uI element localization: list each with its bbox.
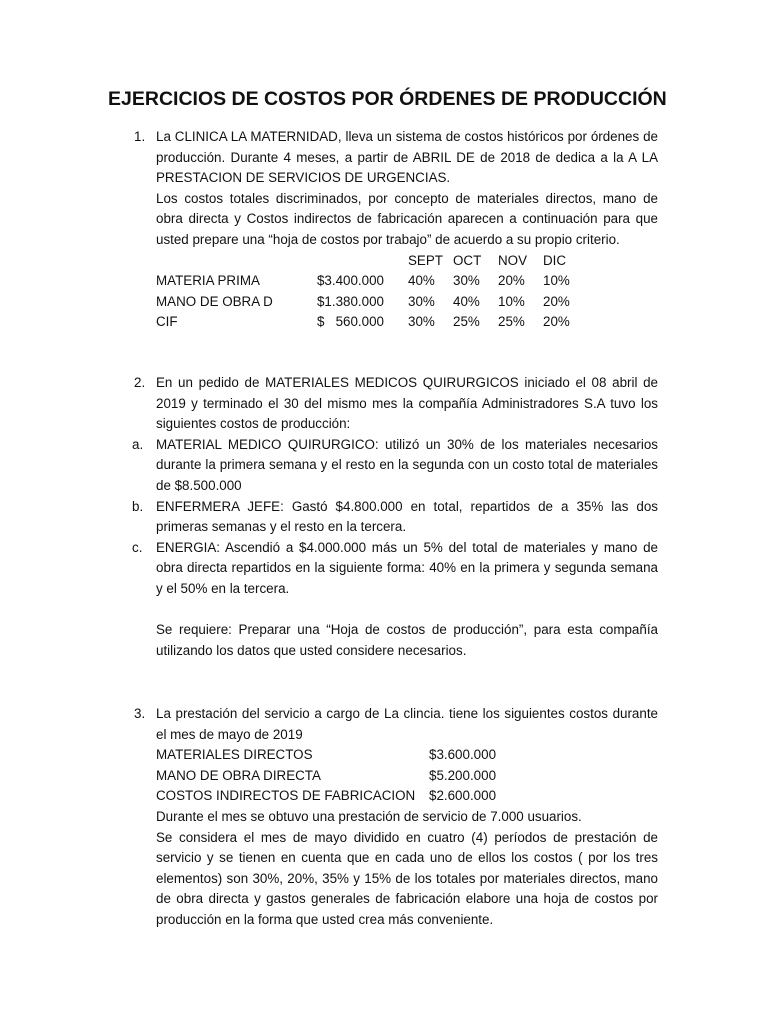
row-percent: 20% <box>543 293 570 309</box>
row-label: CIF <box>156 314 178 330</box>
row-label: MANO DE OBRA D <box>156 293 273 309</box>
row-percent: 30% <box>453 273 480 289</box>
exercise-number: 3. <box>134 706 146 721</box>
row-label: MANO DE OBRA DIRECTA <box>156 767 321 783</box>
month-header: DIC <box>543 252 567 268</box>
exercise-number: 2. <box>134 375 146 390</box>
month-header: SEPT <box>408 252 443 268</box>
exercise-1-cost-table <box>156 251 588 333</box>
row-percent: 30% <box>408 314 435 330</box>
item-letter: a. <box>132 436 144 452</box>
month-header: NOV <box>498 252 528 268</box>
item-text: MATERIAL MEDICO QUIRURGICO: utilizó un 30% de los materiales necesarios durante la primera semana y el resto en la segunda con un costo total de materiales de $8.500.000 <box>156 436 658 493</box>
exercise-2-intro: En un pedido de MATERIALES MEDICOS QUIRURGICOS iniciado el 08 abril de 2019 y terminado el 30 del mismo mes la compañía Administradores S.A tuvo los siguientes costos de producción: <box>156 375 658 432</box>
row-percent: 10% <box>543 273 570 289</box>
exercise-3-users-line: Durante el mes se obtuvo una prestación de servicio de 7.000 usuarios. <box>156 808 582 824</box>
row-percent: 20% <box>543 314 570 330</box>
row-amount: $2.600.000 <box>429 788 497 804</box>
row-amount: $3.400.000 <box>316 273 384 289</box>
row-label: MATERIA PRIMA <box>156 273 260 289</box>
exercise-3-intro: La prestación del servicio a cargo de La clincia. tiene los siguientes costos durante el mes de mayo de 2019 <box>156 706 658 742</box>
document-title: EJERCICIOS DE COSTOS POR ÓRDENES DE PRODUCCIÓN <box>108 88 667 110</box>
table-header-row <box>156 251 588 272</box>
row-amount: $1.380.000 <box>316 293 384 309</box>
exercise-1-paragraph: Los costos totales discriminados, por concepto de materiales directos, mano de obra directa y Costos indirectos de fabricación aparecen a continuación para que usted prepare una “hoja de costos por trabajo” de acuerdo a su propio criterio. <box>156 190 658 247</box>
item-letter: b. <box>132 498 144 514</box>
exercise-2-item-a <box>132 435 658 497</box>
row-amount: $3.600.000 <box>429 747 497 763</box>
item-text: ENFERMERA JEFE: Gastó $4.800.000 en total, repartidos de a 35% las dos primeras semanas y el resto en la tercera. <box>156 498 658 535</box>
item-text: ENERGIA: Ascendió a $4.000.000 más un 5% del total de materiales y mano de obra directa repartidos en la siguiente forma: 40% en la primera y segunda semana y el 50% en la tercera. <box>156 539 658 596</box>
exercise-1-intro: La CLINICA LA MATERNIDAD, lleva un sistema de costos históricos por órdenes de producción. Durante 4 meses, a partir de ABRIL DE de 2018 de dedica a la A LA PRESTACION DE SERVICIOS DE URGENCIAS. <box>156 129 658 186</box>
exercise-3-paragraph: Se considera el mes de mayo dividido en cuatro (4) períodos de prestación de servicio y se tienen en cuenta que en cada uno de ellos los costos ( por los tres elementos) son 30%, 20%, 35% y 15% de los totales por materiales directos, mano de obra directa y gastos generales de fabricación elabore una hoja de costos por producción en la forma que usted crea más conveniente. <box>156 829 658 927</box>
exercise-3-cost-table <box>156 745 496 807</box>
row-percent: 30% <box>408 293 435 309</box>
row-percent: 25% <box>453 314 480 330</box>
exercise-3 <box>134 704 658 931</box>
table-row <box>156 271 588 292</box>
exercise-2-item-b <box>132 497 658 538</box>
table-row <box>156 745 496 766</box>
row-percent: 25% <box>498 314 525 330</box>
exercise-2 <box>132 373 658 661</box>
table-row <box>156 312 588 333</box>
exercise-2-item-c <box>132 538 658 600</box>
table-row <box>156 766 496 787</box>
row-amount: $ 560.000 <box>316 314 384 330</box>
row-percent: 10% <box>498 293 525 309</box>
row-percent: 40% <box>453 293 480 309</box>
row-label: COSTOS INDIRECTOS DE FABRICACION <box>156 788 416 804</box>
row-percent: 40% <box>408 273 435 289</box>
table-row <box>156 292 588 313</box>
table-row <box>156 786 496 807</box>
exercise-1 <box>134 127 658 333</box>
row-label: MATERIALES DIRECTOS <box>156 747 313 763</box>
row-amount: $5.200.000 <box>429 767 497 783</box>
item-letter: c. <box>132 539 143 555</box>
month-header: OCT <box>453 252 482 268</box>
exercise-2-requirement: Se requiere: Preparar una “Hoja de costos de producción”, para esta compañía utilizando los datos que usted considere necesarios. <box>156 622 658 658</box>
exercise-number: 1. <box>134 129 146 144</box>
row-percent: 20% <box>498 273 525 289</box>
